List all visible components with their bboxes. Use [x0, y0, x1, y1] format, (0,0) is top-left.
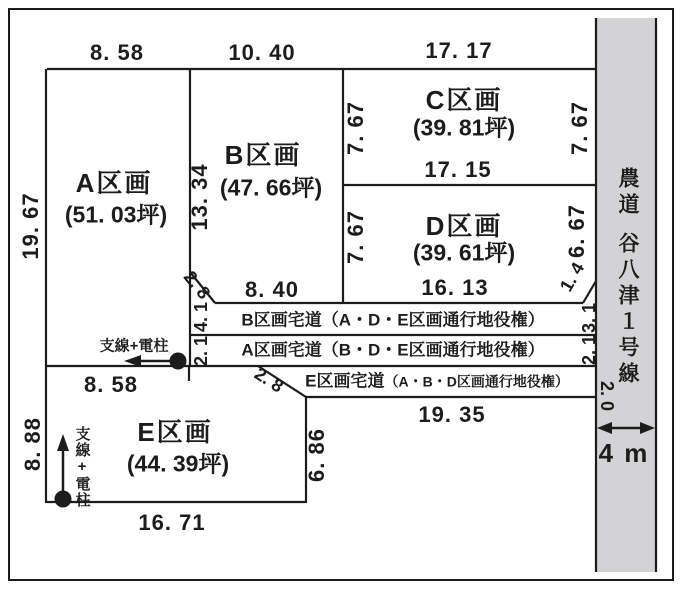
dim-lane-e-right: 2. 0: [597, 380, 617, 412]
dim-a-top: 8. 58: [90, 40, 144, 65]
parcel-d-corner-diagonal: [583, 281, 596, 303]
road-name-line1: 農道: [616, 167, 639, 219]
arrowhead-up-icon: [57, 434, 69, 451]
pole-dot-icon: [55, 491, 72, 508]
dim-b-left: 13. 34: [187, 163, 212, 231]
lane-b-label: B区画宅道（A・D・E区画通行地役権）: [241, 310, 545, 330]
dim-lane-b-left: 4. 1: [191, 301, 211, 333]
lane-e-name: E区画宅道: [305, 371, 385, 391]
dim-c-right: 7. 67: [567, 101, 592, 155]
dim-b-top: 10. 40: [228, 40, 296, 65]
dim-d-right: 6. 67: [564, 204, 589, 258]
dim-e-diagonal: 2. 8: [250, 363, 288, 397]
pole-marker-bottom: [55, 434, 72, 508]
dim-b-diagonal: 2. 8: [179, 267, 215, 303]
parcel-e-area: (44. 39坪): [126, 450, 230, 477]
dim-lane-a-right: 2. 1: [579, 334, 599, 366]
dim-c-left: 7. 67: [343, 101, 368, 155]
parcel-a-area: (51. 03坪): [64, 201, 168, 228]
dim-d-corner-diagonal: 1. 4: [555, 258, 589, 296]
pole-label-bottom: 支線+電柱: [73, 426, 91, 508]
lane-e-label: [305, 373, 569, 390]
dim-e-left: 8. 88: [20, 417, 45, 471]
dim-d-bottom: 16. 13: [421, 275, 489, 300]
dim-b-bottom: 8. 40: [245, 277, 299, 302]
lane-a-label: A区画宅道（B・D・E区画通行地役権）: [241, 340, 545, 360]
dim-e-bottom: 16. 71: [138, 510, 206, 535]
dim-lane-b-right: 3. 1: [579, 302, 599, 334]
parcel-a-label: A区画: [75, 168, 153, 198]
lane-e-note: （A・B・D区画通行地役権）: [384, 373, 569, 390]
parcel-e-label: E区画: [137, 417, 213, 447]
dim-lane-e-bottom: 19. 35: [418, 402, 486, 427]
parcel-d-area: (39. 61坪): [412, 239, 516, 266]
road-name-line2: 谷八津１号線: [616, 232, 639, 388]
parcel-b-area: (47. 66坪): [219, 174, 323, 201]
parcel-c-area: (39. 81坪): [412, 114, 516, 141]
road-width-label: 4 m: [598, 438, 650, 468]
pole-dot-icon: [170, 353, 187, 370]
dim-a-left: 19. 67: [18, 192, 43, 260]
dim-e-right: 6. 86: [304, 428, 329, 482]
parcel-d-label: D区画: [425, 211, 503, 241]
dim-e-top: 8. 58: [84, 372, 138, 397]
dim-d-left: 7. 67: [343, 210, 368, 264]
dim-c-top: 17. 17: [425, 38, 493, 63]
parcel-c-label: C区画: [425, 85, 503, 115]
parcel-b-label: B区画: [224, 140, 302, 170]
dim-lane-a-left: 2. 1: [191, 335, 211, 367]
pole-label-top: 支線+電柱: [99, 337, 169, 355]
dim-cd-between: 17. 15: [424, 157, 492, 182]
